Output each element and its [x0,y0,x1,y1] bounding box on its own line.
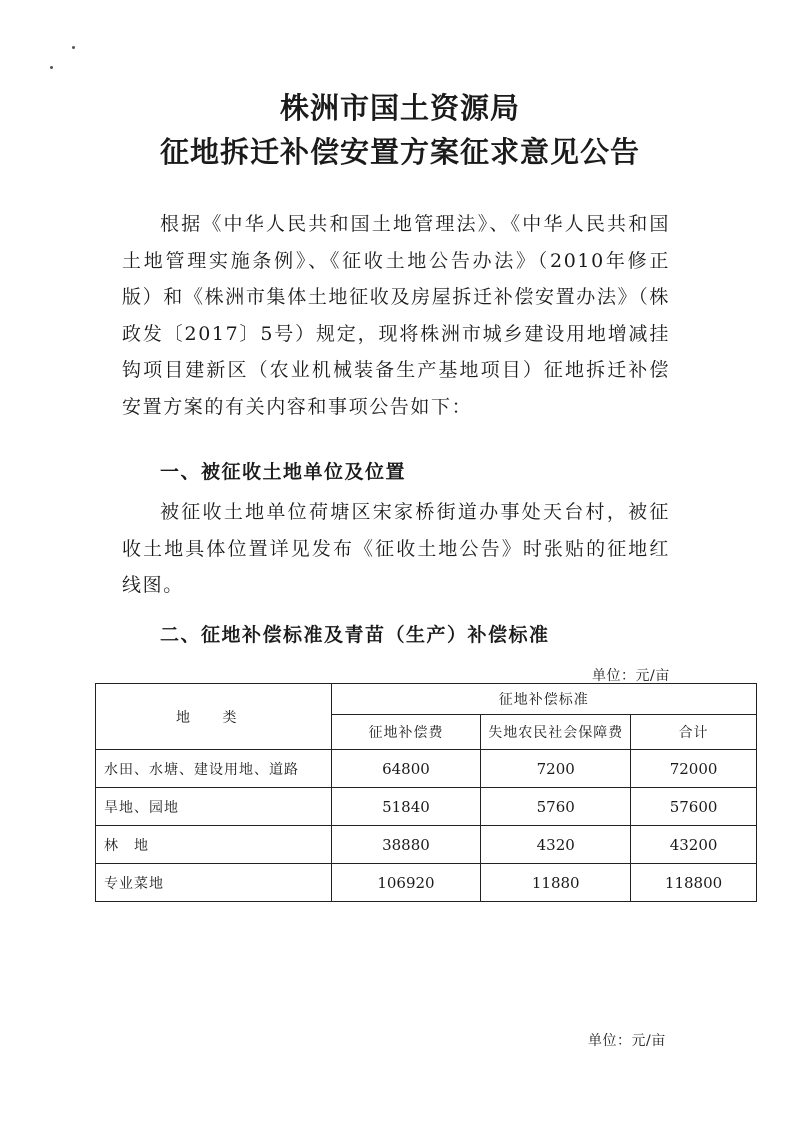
cell-total: 43200 [631,826,757,864]
title-line-1: 株洲市国土资源局 [279,91,520,125]
cell-social-security: 11880 [481,864,631,902]
cell-land-type: 林 地 [96,826,332,864]
cell-land-type: 水田、水塘、建设用地、道路 [96,750,332,788]
table-row [96,788,757,826]
cell-land-type: 专业菜地 [96,864,332,902]
header-compensation-fee: 征地补偿费 [331,715,481,750]
cell-social-security: 7200 [481,750,631,788]
scan-speck [72,46,75,49]
table-row [96,864,757,902]
section1-heading: 一、被征收土地单位及位置 [160,461,407,483]
table-unit-label: 单位：元/亩 [592,668,670,684]
title-line-2: 征地拆迁补偿安置方案征求意见公告 [159,135,640,169]
footer-unit-label: 单位：元/亩 [588,1033,666,1049]
header-total: 合计 [631,715,757,750]
cell-compensation: 106920 [331,864,481,902]
cell-compensation: 38880 [331,826,481,864]
cell-land-type: 旱地、园地 [96,788,332,826]
header-compensation-standard: 征地补偿标准 [331,684,756,715]
cell-total: 57600 [631,788,757,826]
cell-compensation: 51840 [331,788,481,826]
header-land-type: 地 类 [96,684,332,750]
table-row [96,826,757,864]
cell-total: 72000 [631,750,757,788]
cell-social-security: 4320 [481,826,631,864]
scan-speck [50,66,53,69]
header-social-security-fee: 失地农民社会保障费 [481,715,631,750]
cell-compensation: 64800 [331,750,481,788]
table-row [96,750,757,788]
cell-social-security: 5760 [481,788,631,826]
section2-heading: 二、征地补偿标准及青苗（生产）补偿标准 [160,624,550,646]
section1-paragraph: 被征收土地单位荷塘区宋家桥街道办事处天台村，被征收土地具体位置详见发布《征收土地公告》时张贴的征地红线图。 [122,501,670,596]
intro-paragraph: 根据《中华人民共和国土地管理法》、《中华人民共和国土地管理实施条例》、《征收土地公告办法》（2010年修正版）和《株洲市集体土地征收及房屋拆迁补偿安置办法》（株政发〔2017〕5号）规定，现将株洲市城乡建设用地增减挂钩项目建新区（农业机械装备生产基地项目）征地拆迁补偿安置方案的有关内容和事项公告如下： [122,213,670,418]
cell-total: 118800 [631,864,757,902]
compensation-table [95,683,757,902]
